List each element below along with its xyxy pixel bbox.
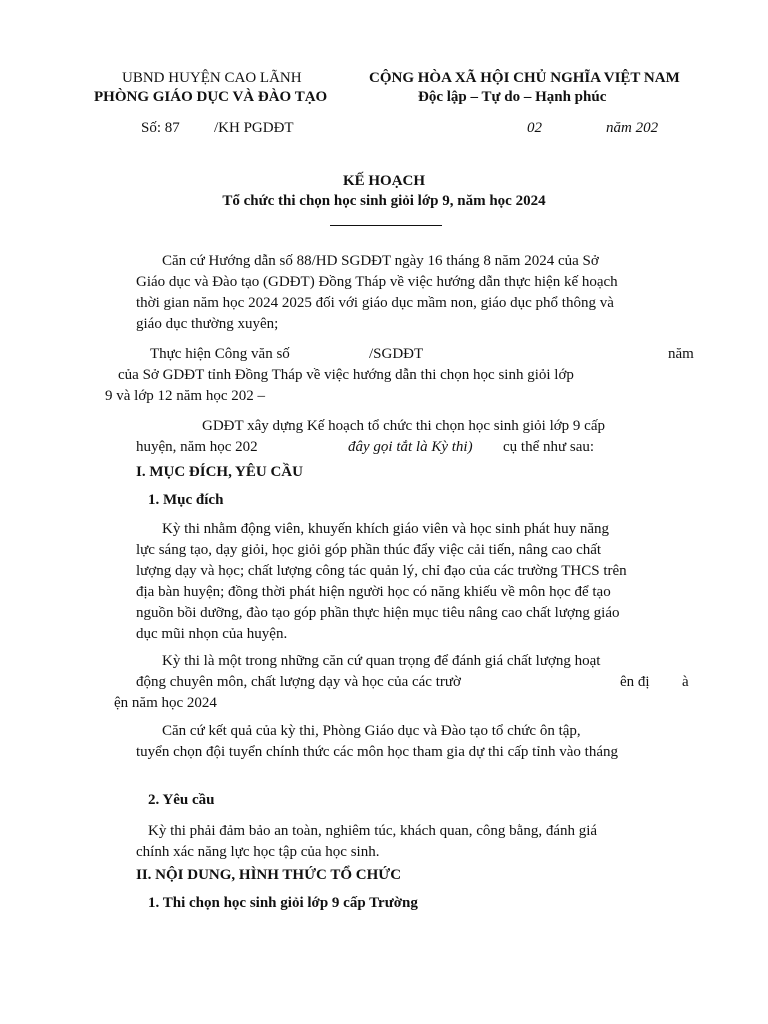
intro-p2-line-3: 9 và lớp 12 năm học 202 –: [105, 388, 265, 404]
purpose-para-3-line-1: Căn cứ kết quả của kỳ thi, Phòng Giáo dục và Đào tạo tổ chức ôn tập,: [162, 723, 581, 739]
intro-p1-line-3: thời gian năm học 2024 2025 đối với giáo dục mầm non, giáo dục phổ thông và: [136, 295, 614, 311]
document-number-label: Số: 87: [141, 120, 180, 136]
country-line-1: CỘNG HÒA XÃ HỘI CHỦ NGHĨA VIỆT NAM: [369, 70, 680, 86]
purpose-para-1-line-5: nguồn bồi dưỡng, đào tạo góp phần thực hiện mục tiêu nâng cao chất lượng giáo: [136, 605, 620, 621]
date-day: 02: [527, 120, 542, 136]
requirement-line-1: Kỳ thi phải đảm bảo an toàn, nghiêm túc, khách quan, công bằng, đánh giá: [148, 823, 598, 839]
purpose-para-3-line-2: tuyển chọn đội tuyển chính thức các môn học tham gia dự thi cấp tỉnh vào tháng: [136, 744, 618, 760]
date-year: năm 202: [606, 120, 659, 136]
intro-p3-line-2b: đây gọi tắt là Kỳ thi): [348, 439, 473, 455]
purpose-para-2-line-1: Kỳ thi là một trong những căn cứ quan trọng để đánh giá chất lượng hoạt: [162, 653, 601, 669]
purpose-para-2-line-2a: động chuyên môn, chất lượng dạy và học của các trườ: [136, 674, 461, 690]
document-subtitle: Tổ chức thi chọn học sinh giỏi lớp 9, năm học 2024: [222, 193, 546, 209]
intro-p1-line-2: Giáo dục và Đào tạo (GDĐT) Đồng Tháp về việc hướng dẫn thực hiện kế hoạch: [136, 274, 618, 290]
section-1-heading: I. MỤC ĐÍCH, YÊU CẦU: [136, 464, 303, 480]
purpose-para-1-line-6: dục mũi nhọn của huyện.: [136, 626, 288, 642]
intro-p2-part-a: Thực hiện Công văn số: [150, 346, 290, 362]
section-2-sub-1: 1. Thi chọn học sinh giỏi lớp 9 cấp Trường: [148, 895, 418, 911]
purpose-para-2-line-2c: à: [682, 674, 689, 690]
country-line-2: Độc lập – Tự do – Hạnh phúc: [418, 89, 607, 105]
section-1-sub-2: 2. Yêu cầu: [148, 792, 215, 808]
intro-p3-line-1: GDĐT xây dựng Kế hoạch tổ chức thi chọn học sinh giỏi lớp 9 cấp: [202, 418, 606, 434]
section-1-sub-1: 1. Mục đích: [148, 492, 224, 508]
intro-p1-line-1: Căn cứ Hướng dẫn số 88/HD SGDĐT ngày 16 tháng 8 năm 2024 của Sở: [162, 253, 599, 269]
intro-p3-line-2c: cụ thể như sau:: [503, 439, 595, 455]
title-divider: [330, 225, 442, 226]
org-line-1: UBND HUYỆN CAO LÃNH: [122, 70, 302, 86]
intro-p2-line-2: của Sở GDĐT tỉnh Đồng Tháp về việc hướng dẫn thi chọn học sinh giỏi lớp: [118, 367, 574, 383]
document-title: KẾ HOẠCH: [342, 173, 426, 189]
requirement-line-2: chính xác năng lực học tập của học sinh.: [136, 844, 380, 860]
purpose-para-1-line-1: Kỳ thi nhằm động viên, khuyến khích giáo viên và học sinh phát huy năng: [162, 521, 610, 537]
intro-p2-part-c: năm: [668, 346, 694, 362]
section-2-heading: II. NỘI DUNG, HÌNH THỨC TỔ CHỨC: [136, 867, 402, 883]
intro-p3-line-2a: huyện, năm học 202: [136, 439, 258, 455]
intro-p2-part-b: /SGDĐT: [369, 346, 424, 362]
purpose-para-1-line-4: địa bàn huyện; đồng thời phát hiện người học có năng khiếu về môn học để tạo: [136, 584, 611, 600]
intro-p1-line-4: giáo dục thường xuyên;: [136, 316, 279, 332]
purpose-para-1-line-2: lực sáng tạo, dạy giỏi, học giỏi góp phần thúc đẩy việc cải tiến, nâng cao chất: [136, 542, 602, 558]
purpose-para-1-line-3: lượng dạy và học; chất lượng công tác quản lý, chỉ đạo của các trường THCS trên: [136, 563, 627, 579]
org-line-2: PHÒNG GIÁO DỤC VÀ ĐÀO TẠO: [94, 89, 328, 105]
purpose-para-2-line-3: ện năm học 2024: [114, 695, 217, 711]
purpose-para-2-line-2b: ên đị: [620, 674, 650, 690]
document-number-suffix: /KH PGDĐT: [214, 120, 294, 136]
